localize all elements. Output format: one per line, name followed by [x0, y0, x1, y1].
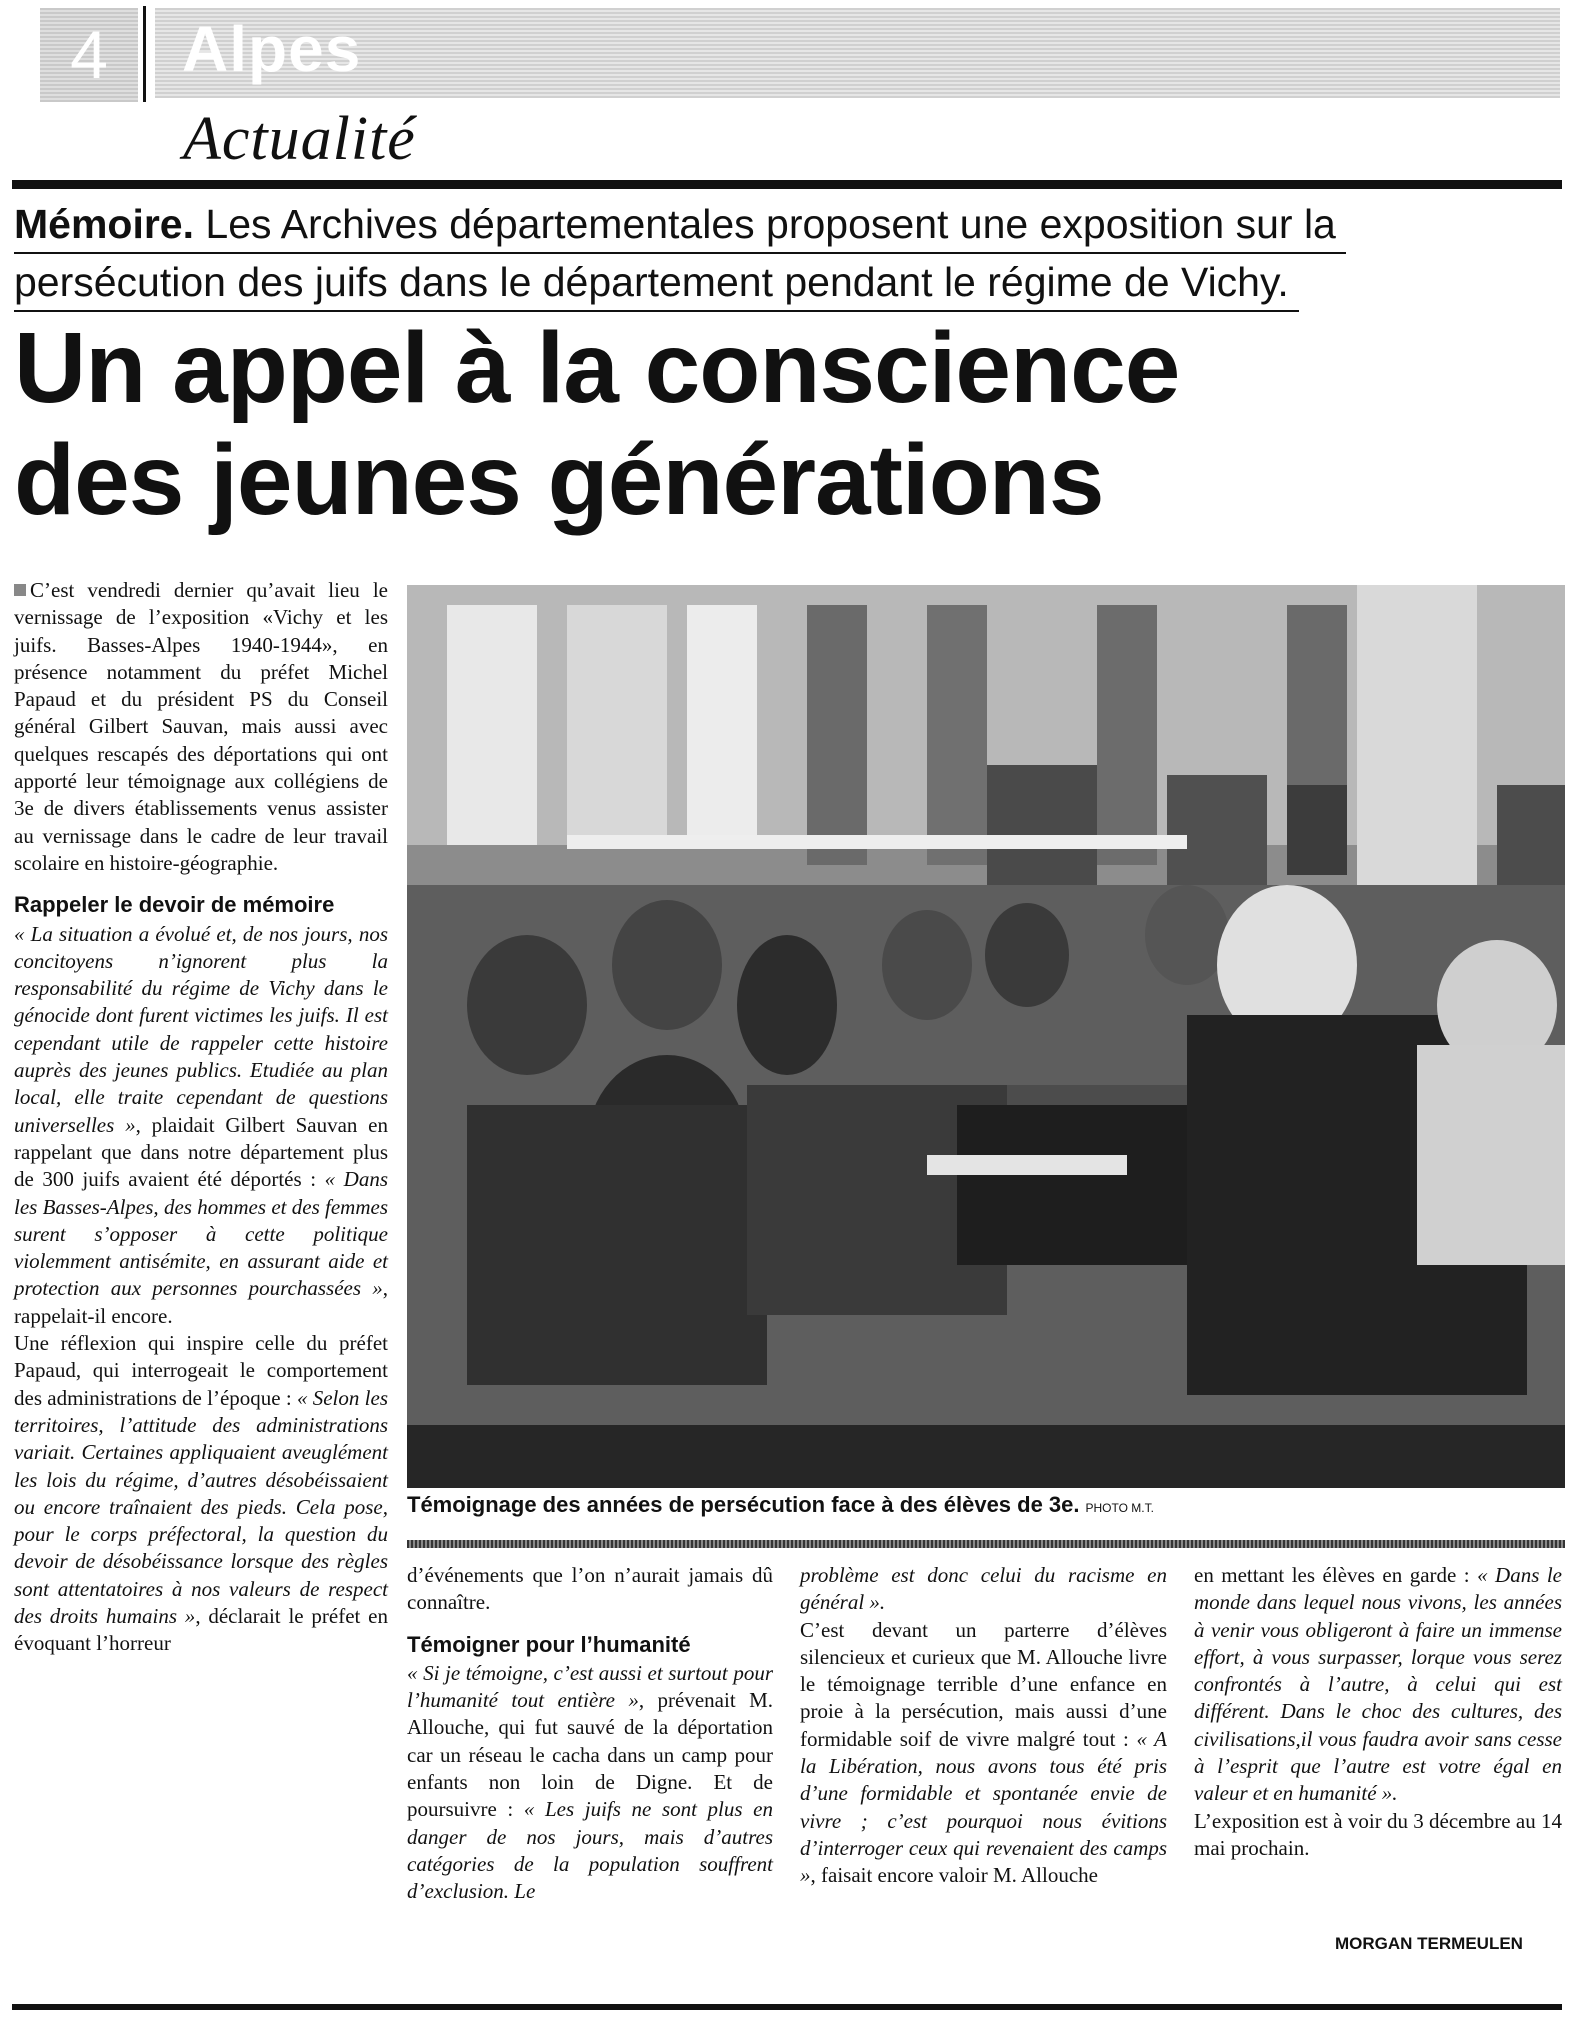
headline: [14, 312, 1554, 536]
quote-sauvan-2: « Dans les Basses-Alpes, des hommes et des femmes surent s’opposer à cette politique violemment antisémite, en assurant aide et protection aux personnes pourchassées »: [14, 1167, 388, 1301]
text-sauvan-2: , rappelait-il encore.: [14, 1276, 388, 1328]
bullet-marker: [14, 584, 26, 596]
text-allouche-1: , prévenait M. Allouche, qui fut sauvé de la déportation car un réseau le cacha dans un camp pour enfants non loin de Digne. Et de poursuivre :: [407, 1688, 773, 1822]
quote-liberation: « A la Libération, nous avons tous été pris d’une formidable et spontanée envie de vivre ; c’est pourquoi nous évitions d’interroger ceux qui revenaient des camps »: [800, 1726, 1167, 1888]
text-sauvan-1: , plaidait Gilbert Sauvan en rappelant que dans notre département plus de 300 juifs avaient été déportés :: [14, 1112, 388, 1192]
text-mise-en-garde: en mettant les élèves en garde :: [1194, 1563, 1478, 1587]
paragraph-papaud: [14, 1330, 388, 1658]
caption-text: Témoignage des années de persécution face à des élèves de 3e.: [407, 1492, 1080, 1517]
kicker-text-1: Les Archives départementales proposent une exposition sur la: [194, 201, 1336, 247]
text-papaud-2: , déclarait le préfet en évoquant l’horreur: [14, 1603, 388, 1656]
paragraph-exposition-dates: L’exposition est à voir du 3 décembre au 14 mai prochain.: [1194, 1808, 1562, 1860]
caption-rule: [407, 1540, 1565, 1548]
paragraph-mise-en-garde: [1194, 1562, 1562, 1808]
footer-rule: [12, 2004, 1562, 2010]
paragraph-allouche: [407, 1660, 773, 1906]
col2-continuation: d’événements que l’on n’aurait jamais dû connaître.: [407, 1563, 773, 1615]
text-temoignage: C’est devant un parterre d’élèves silencieux et curieux que M. Allouche livre le témoignage terrible d’une enfance en proie à la persécution, mais aussi d’une formidable soif de vivre malgré tout :: [800, 1617, 1167, 1751]
kicker-line-2: persécution des juifs dans le département pendant le régime de Vichy.: [14, 254, 1299, 312]
kicker: [14, 196, 1504, 312]
quote-allouche-2: « Les juifs ne sont plus en danger de nos jours, mais d’autres catégories de la population souffrent d’exclusion. Le: [407, 1797, 773, 1904]
headline-line-2: des jeunes générations: [14, 424, 1104, 536]
quote-monde: « Dans le monde dans lequel nous vivons, les années à venir vous obligeront à faire un immense effort, à vous surpasser, lorque vous serez confrontés à l’autre, à celui qui est différent. Dans le choc des cultures, des civilisations,il vous faudra avoir sans cesse à l’esprit que l’autre est votre égal en valeur et en humanité ».: [1194, 1563, 1563, 1806]
col3-continuation: [800, 1562, 1167, 1617]
paragraph-sauvan: [14, 921, 388, 1330]
text-papaud-1: Une réflexion qui inspire celle du préfet Papaud, qui interrogeait le comportement des administrations de l’époque :: [14, 1331, 388, 1410]
rubric-title: Alpes: [182, 13, 362, 85]
author-signature: MORGAN TERMEULEN: [1335, 1934, 1523, 1953]
quote-sauvan-1: « La situation a évolué et, de nos jours, nos concitoyens n’ignorent plus la responsabilité du régime de Vichy dans le génocide dont furent victimes les juifs. Il est cependant utile de rappeler cette histoire auprès des jeunes publics. Etudiée au plan local, elle traite cependant de questions universelles »: [14, 921, 388, 1137]
article-column-4: [1194, 1562, 1562, 1862]
quote-papaud: « Selon les territoires, l’attitude des administrations variait. Certaines appliquaient aveuglément les lois du régime, d’autres désobéissaient ou encore traînaient des pieds. Cela pose, pour le corps préfectoral, la question du devoir de désobéissance lorsque des règles sont attentatoires à nos valeurs de respect des droits humains »: [14, 1385, 388, 1628]
section-title: Actualité: [183, 105, 416, 173]
paragraph-temoignage: [800, 1617, 1167, 1890]
subhead-humanite: Témoigner pour l’humanité: [407, 1631, 691, 1657]
header-rule: [12, 180, 1562, 189]
kicker-label: Mémoire.: [14, 201, 194, 247]
photo-credit: PHOTO M.T.: [1085, 1501, 1154, 1515]
photo-classroom-scene: [407, 585, 1565, 1488]
quote-allouche-1: « Si je témoigne, c’est aussi et surtout pour l’humanité tout entière »: [407, 1660, 773, 1713]
subhead-memoire: Rappeler le devoir de mémoire: [14, 892, 335, 918]
quote-racisme: problème est donc celui du racisme en général ».: [800, 1563, 1167, 1615]
page-number: 4: [40, 8, 138, 102]
header-divider: [143, 6, 146, 102]
article-column-2: [407, 1562, 773, 1906]
headline-line-1: Un appel à la conscience: [14, 312, 1180, 424]
article-column-3: [800, 1562, 1167, 1890]
text-valoir: , faisait encore valoir M. Allouche: [810, 1863, 1098, 1888]
intro-text: C’est vendredi dernier qu’avait lieu le vernissage de l’exposition «Vichy et les juifs. Basses-Alpes 1940-1944», en présence notamment du préfet Michel Papaud et du président PS du Conseil général Gilbert Sauvan, mais aussi avec quelques rescapés des déportations qui ont apporté leur témoignage aux collégiens de 3e de divers établissements venus assister au vernissage dans le cadre de leur travail scolaire en histoire-géographie.: [14, 578, 388, 875]
article-photo: [407, 585, 1565, 1488]
article-intro: [14, 577, 388, 877]
article-column-1: [14, 577, 388, 1658]
photo-caption: [407, 1492, 1565, 1518]
rubric-band: [155, 8, 1560, 98]
kicker-line-1: [14, 196, 1346, 254]
